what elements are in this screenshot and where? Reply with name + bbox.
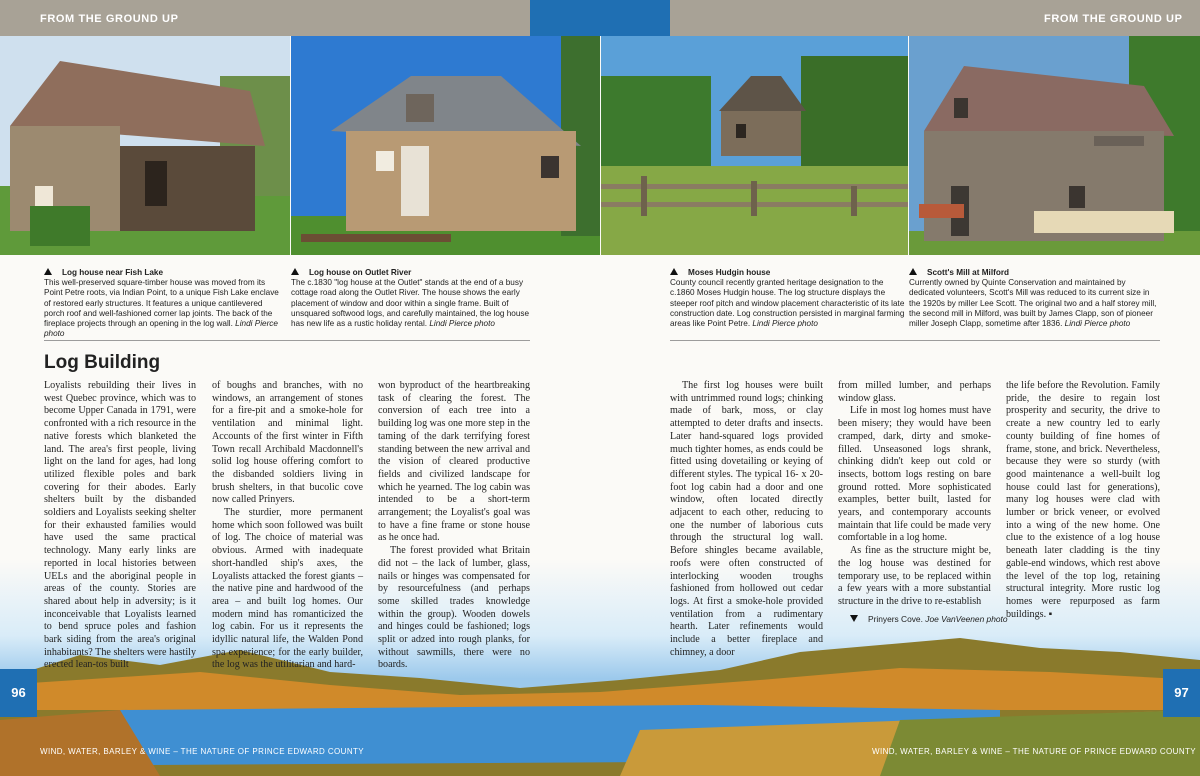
footer-right: WIND, WATER, BARLEY & WINE – THE NATURE OF PRINCE EDWARD COUNTY: [872, 747, 1197, 756]
article-column-3: [378, 380, 530, 672]
landscape-caption-text: Prinyers Cove.: [868, 614, 923, 624]
photo-scotts-mill-milford: [909, 36, 1200, 255]
photo-moses-hudgin-house: [601, 36, 908, 255]
caption-text: Currently owned by Quinte Conservation and maintained by dedicated volunteers, Scott's Mill was reduced to its current size in the 1920s by miller Lee Scott. The original two and a half storey mill, the second mill in Milford, was built by James Clapp, son of pioneer miller Joseph Clapp, sometime after 1836.: [909, 278, 1157, 329]
caption-title: Log house on Outlet River: [309, 268, 412, 277]
caption-title: Log house near Fish Lake: [62, 268, 164, 277]
caption-scotts-mill: [909, 268, 1161, 329]
divider-right: [670, 340, 1160, 341]
caption-outlet-river: [291, 268, 531, 329]
paragraph: As fine as the structure might be, the log house was destined for temporary use, to be replaced within a few years with a more substantial structure in the drive to re-establish: [838, 545, 991, 607]
caption-text: This well-preserved square-timber house was moved from its Point Petre roots, via Indian Point, to a unique Fish Lake enclave of restored early structures. It features a unique cantilevered porch roof and well-fashioned corner lap joints. The back of the fireplace projects through an opening in the log wall.: [44, 278, 279, 329]
paragraph: Loyalists rebuilding their lives in west Quebec province, which was to become Upper Canada in 1791, were confronted with a rich resource in the native forests which blanketed the land. The area's first people, living light on the land for ages, had long utilized flexible poles and bark covering for their abodes. Early shelters built by the disbanded soldiers and Loyalists seeking shelter for their exhausted families would have used the same practical technology. Many early links are reported in local histories between UELs and the aboriginal people in areas of the county. Stories are shared about help in adversity; is it inconceivable that Loyalists learned to bend spruce poles and fashion bark siding from the area's original inhabitants? The shelters were hastily erected lean-tos built: [44, 380, 196, 671]
paragraph: won byproduct of the heartbreaking task of clearing the forest. The conversion of each tree into a building log was one more step in the taming of the dark terrifying forest standing between the new arrival and the vision of cleared productive fields and civilized landscape for which he yearned. The log cabin was intended to be a short-term arrangement; the Loyalist's goal was to have a fine frame or stone house as he once had.: [378, 380, 530, 544]
paragraph: the life before the Revolution. Family pride, the desire to regain lost prosperity and security, the drive to create a new country led to early county building of fine homes of frame, stone, and brick. Nevertheless, because they were so sturdy (with good maintenance a well-built log house could last for generations), many log houses were clad with lumber or brick veneer, or evolved into a wing of the new home. One clue to the existence of a log house beneath later cladding is the tiny gable-end windows, which rest above the level of the top log, retaining structural integrity. More rustic log homes were repurposed as farm buildings. ▪: [1006, 380, 1160, 620]
paragraph: from milled lumber, and perhaps window glass.: [838, 380, 991, 404]
landscape-caption-credit: Joe VanVeenen photo: [925, 614, 1008, 624]
paragraph: Life in most log homes must have been misery; they would have been cramped, dark, dirty and smoke-filled. Unseasoned logs shrank, chinking didn't keep out cold or insects, bottom logs resting on bare ground rotted. More sophisticated examples, better built, lasted for years, and contemporary accounts maintain that life could be made very comfortable in a log home.: [838, 405, 991, 544]
caption-credit: Lindi Pierce photo: [429, 319, 495, 329]
triangle-up-icon: [291, 268, 299, 275]
header-accent-block: [530, 0, 670, 36]
triangle-up-icon: [44, 268, 52, 275]
article-column-6: [1006, 380, 1160, 621]
caption-credit: Lindi Pierce photo: [752, 319, 818, 329]
paragraph: The sturdier, more permanent home which soon followed was built of log. The choice of material was obvious. Armed with inadequate short-handled ship's axes, the Loyalists attacked the forest giants – the native pine and hardwood of the area – and built log homes. Our modern mind has romanticized the log cabin. For us it represents the idyllic natural life, the Walden Pond spa experience; for the early builder, the log was the utilitarian and hard-: [212, 507, 363, 671]
triangle-up-icon: [909, 268, 917, 275]
triangle-up-icon: [670, 268, 678, 275]
photo-outlet-river-log-house: [291, 36, 600, 255]
paragraph: of boughs and branches, with no windows, an arrangement of stones for a fire-pit and a smoke-hole for ventilation and minimal light. Accounts of the first winter in Fifth Town recall Archibald Macdonnell's solid log house offering comfort to the disbanded soldiers living in brush shelters, in that bucolic cove now called Prinyers.: [212, 380, 363, 506]
caption-text: County council recently granted heritage designation to the c.1860 Moses Hudgin house. The log structure displays the steeper roof pitch and window placement characteristic of its late construction date. Log construction persisted in marginal farming areas like Point Petre.: [670, 278, 905, 329]
photo-fish-lake-log-house: [0, 36, 290, 255]
article-column-5: [838, 380, 991, 609]
landscape-caption: [850, 614, 1008, 624]
caption-text: The c.1830 "log house at the Outlet" stands at the end of a busy cottage road along the Outlet River. The house shows the early placement of window and door within a single frame. Built of unsquared softwood logs, and carefully maintained, the log house has new life as a rustic holiday rental.: [291, 278, 530, 329]
caption-fish-lake: [44, 268, 284, 339]
caption-title: Scott's Mill at Milford: [927, 268, 1010, 277]
divider-left: [44, 340, 530, 341]
caption-credit: Lindi Pierce photo: [1064, 319, 1131, 329]
footer-left: WIND, WATER, BARLEY & WINE – THE NATURE OF PRINCE EDWARD COUNTY: [40, 747, 365, 756]
page-number-left: 96: [0, 669, 37, 717]
triangle-down-icon: [850, 615, 858, 622]
article-column-2: [212, 380, 363, 672]
section-title-left: FROM THE GROUND UP: [40, 13, 179, 25]
article-column-1: [44, 380, 196, 672]
article-heading: Log Building: [44, 352, 161, 373]
page-number-right: 97: [1163, 669, 1200, 717]
section-title-right: FROM THE GROUND UP: [1044, 13, 1183, 25]
caption-credit: Lindi Pierce photo: [44, 319, 278, 339]
article-column-4: [670, 380, 823, 659]
paragraph: The first log houses were built with untrimmed round logs; chinking made of bark, moss, or clay attempted to deter drafts and insects. Later hand-squared logs provided much tighter homes, as ends could be fitted using dovetailing or keying of different styles. The typical 16- x 20-foot log cabin had a door and one window, often located directly adjacent to each other, reducing to one the number of laborious cuts through the structural log wall. Before shingles became available, roofs were often constructed of interlocking wooden troughs fashioned from hollowed out cedar logs. At first a smoke-hole provided ventilation from a rudimentary hearth. Later refinements would include a better fireplace and chimney, a door: [670, 380, 823, 658]
caption-moses-hudgin: [670, 268, 905, 329]
caption-title: Moses Hudgin house: [688, 268, 771, 277]
paragraph: The forest provided what Britain did not – the lack of lumber, glass, nails or hinges was compensated for by resourcefulness (and perhaps some skilled trades knowledge within the group). Wooden dowels and hinges could be fashioned; logs split or adzed into rough planks, for without sawmills, there were no boards.: [378, 545, 530, 671]
